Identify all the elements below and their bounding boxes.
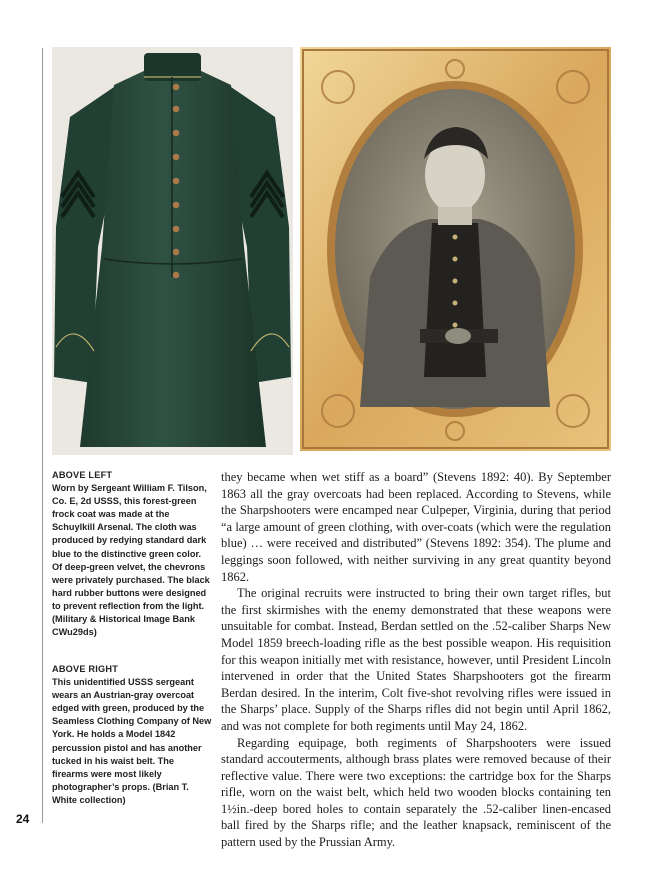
frock-coat-image [52,47,293,455]
body-text [221,469,611,851]
sergeant-portrait-image [300,47,611,451]
paragraph-2: The original recruits were instructed to bring their own target rifles, but the first skirmishes with the enemy demonstrated that these weapons were unsuitable for combat. Instead, Berdan settled on the .52-caliber Sharps New Model 1859 breech-loading rifle as the best possible weapon. His requisition for this weapon initially met with resistance, however, until President Lincoln intervened in order that the United States Sharpshooters got the firearm Berdan desired. In the interim, Colt five-shot revolving rifles were issued in the Sharps’ place. Supply of the Sharps rifles did not begin until April 1862, and was not complete for both regiments until May 24, 1862. [221,586,611,733]
page-number: 24 [16,812,30,826]
paragraph-1: they became when wet stiff as a board” (Stevens 1892: 40). By September 1863 all the gray overcoats had been replaced. According to Stevens, while the Sharpshooters were encamped near Culpeper, Virginia, during that period “a large amount of green clothing, with over-coats (which were the regulation blue) … were received and distributed” (Stevens 1892: 354). The plume and leggings soon followed, with neither surviving in any great quantity beyond 1862. [221,470,611,584]
caption-above-right [52,663,212,807]
caption-heading: ABOVE LEFT [52,470,113,480]
frock-coat-photo [52,47,293,455]
caption-heading: ABOVE RIGHT [52,664,119,674]
sergeant-portrait-photo [300,47,611,451]
caption-text: Worn by Sergeant William F. Tilson, Co. E, 2d USSS, this forest-green frock coat was made at the Schuylkill Arsenal. The cloth was produced by redying standard dark blue to the distinctive green color. Of deep-green velvet, the chevrons were privately purchased. The black hard rubber buttons were designed to prevent reflection from the light. (Military & Historical Image Bank CWu29ds) [52,483,210,638]
paragraph-3: Regarding equipage, both regiments of Sharpshooters were issued standard accouterments, although brass plates were removed because of their reflective value. There were two exceptions: the cartridge box for the Sharps rifle, worn on the waist belt, which held two wooden blocks containing ten 1½in.-deep bored holes to contain separately the .52-caliber linen-encased ball fired by the Sharps rifle; and the leather knapsack, reminiscent of the pattern used by the Prussian Army. [221,735,611,850]
caption-text: This unidentified USSS sergeant wears an Austrian-gray overcoat edged with green, produced by the Seamless Clothing Company of New York. He holds a Model 1842 percussion pistol and has another tucked in his waist belt. The firearms were most likely photographer’s props. (Brian T. White collection) [52,677,212,805]
column-rule [42,48,43,823]
caption-above-left [52,469,212,639]
